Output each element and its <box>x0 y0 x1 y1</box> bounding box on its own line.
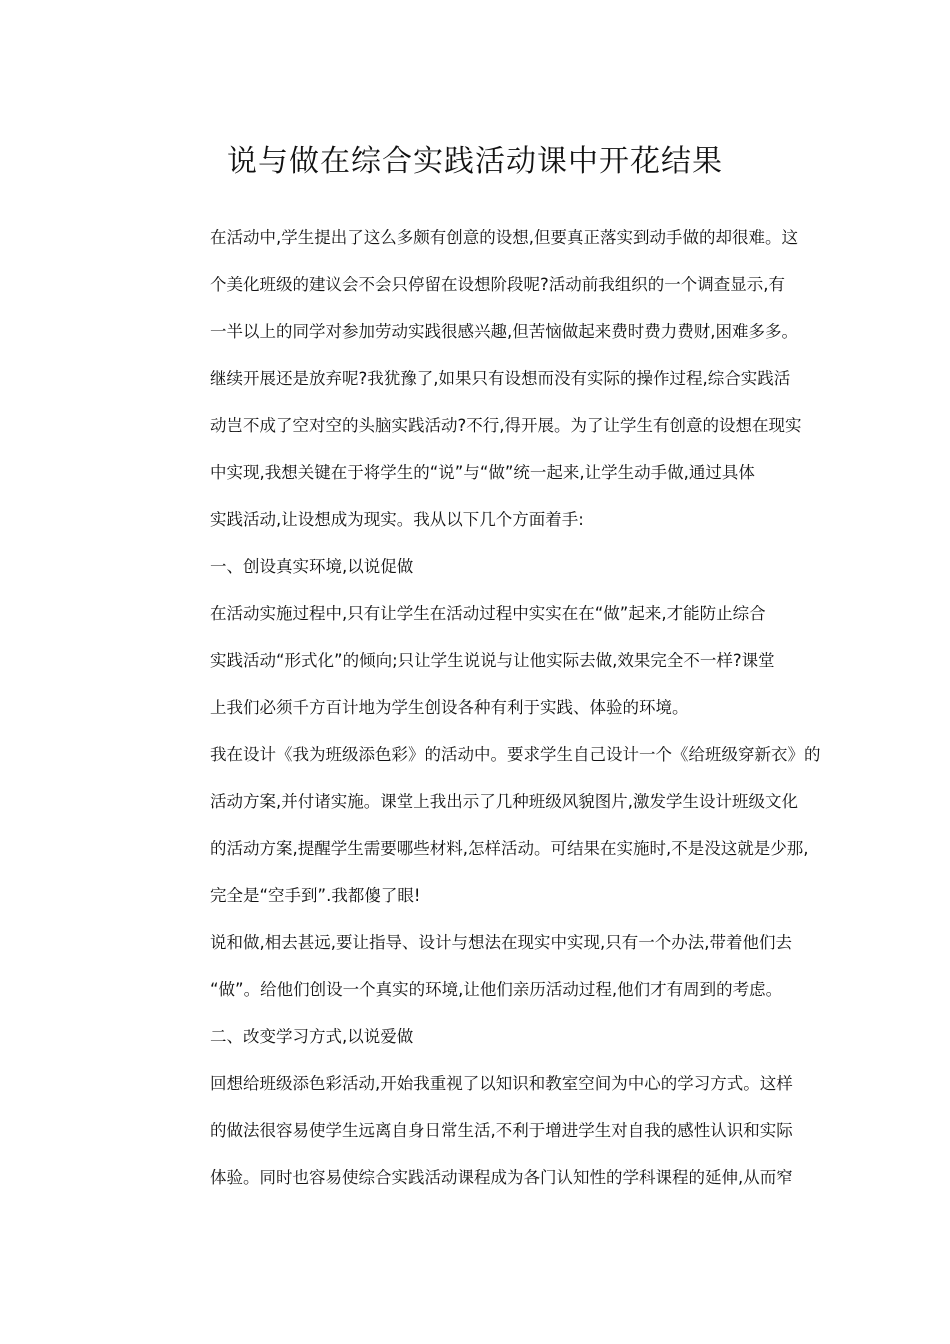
document-title: 说与做在综合实践活动课中开花结果 <box>227 144 723 179</box>
paragraph-line: 在活动中,学生提出了这么多颇有创意的设想,但要真正落实到动手做的却很难。这 <box>210 228 798 247</box>
paragraph-line: 实践活动,让设想成为现实。我从以下几个方面着手: <box>210 510 584 529</box>
paragraph-line: 在活动实施过程中,只有让学生在活动过程中实实在在“做”起来,才能防止综合 <box>210 604 766 623</box>
paragraph-line: 回想给班级添色彩活动,开始我重视了以知识和教室空间为中心的学习方式。这样 <box>210 1074 793 1093</box>
paragraph-line: 的活动方案,提醒学生需要哪些材料,怎样活动。可结果在实施时,不是没这就是少那, <box>210 839 809 858</box>
paragraph-line: 完全是“空手到”.我都傻了眼! <box>210 886 421 905</box>
paragraph-line: 活动方案,并付诸实施。课堂上我出示了几种班级风貌图片,激发学生设计班级文化 <box>210 792 798 811</box>
paragraph-line: 上我们必须千方百计地为学生创设各种有利于实践、体验的环境。 <box>210 698 689 717</box>
section-heading: 一、创设真实环境,以说促做 <box>210 557 414 576</box>
paragraph-line: 体验。同时也容易使综合实践活动课程成为各门认知性的学科课程的延伸,从而窄 <box>210 1168 793 1187</box>
paragraph-line: 一半以上的同学对参加劳动实践很感兴趣,但苦恼做起来费时费力费财,困难多多。 <box>210 322 798 341</box>
paragraph-line: 说和做,相去甚远,要让指导、设计与想法在现实中实现,只有一个办法,带着他们去 <box>210 933 792 952</box>
paragraph-line: 中实现,我想关键在于将学生的“说”与“做”统一起来,让学生动手做,通过具体 <box>210 463 755 482</box>
paragraph-line: 的做法很容易使学生远离自身日常生活,不利于增进学生对自我的感性认识和实际 <box>210 1121 793 1140</box>
paragraph-line: “做”。给他们创设一个真实的环境,让他们亲历活动过程,他们才有周到的考虑。 <box>210 980 783 999</box>
section-heading: 二、改变学习方式,以说爱做 <box>210 1027 414 1046</box>
paragraph-line: 我在设计《我为班级添色彩》的活动中。要求学生自己设计一个《给班级穿新衣》的 <box>210 745 821 764</box>
paragraph-line: 继续开展还是放弃呢?我犹豫了,如果只有设想而没有实际的操作过程,综合实践活 <box>210 369 791 388</box>
paragraph-line: 实践活动“形式化”的倾向;只让学生说说与让他实际去做,效果完全不一样?课堂 <box>210 651 775 670</box>
paragraph-line: 个美化班级的建议会不会只停留在设想阶段呢?活动前我组织的一个调查显示,有 <box>210 275 786 294</box>
paragraph-line: 动岂不成了空对空的头脑实践活动?不行,得开展。为了让学生有创意的设想在现实 <box>210 416 802 435</box>
